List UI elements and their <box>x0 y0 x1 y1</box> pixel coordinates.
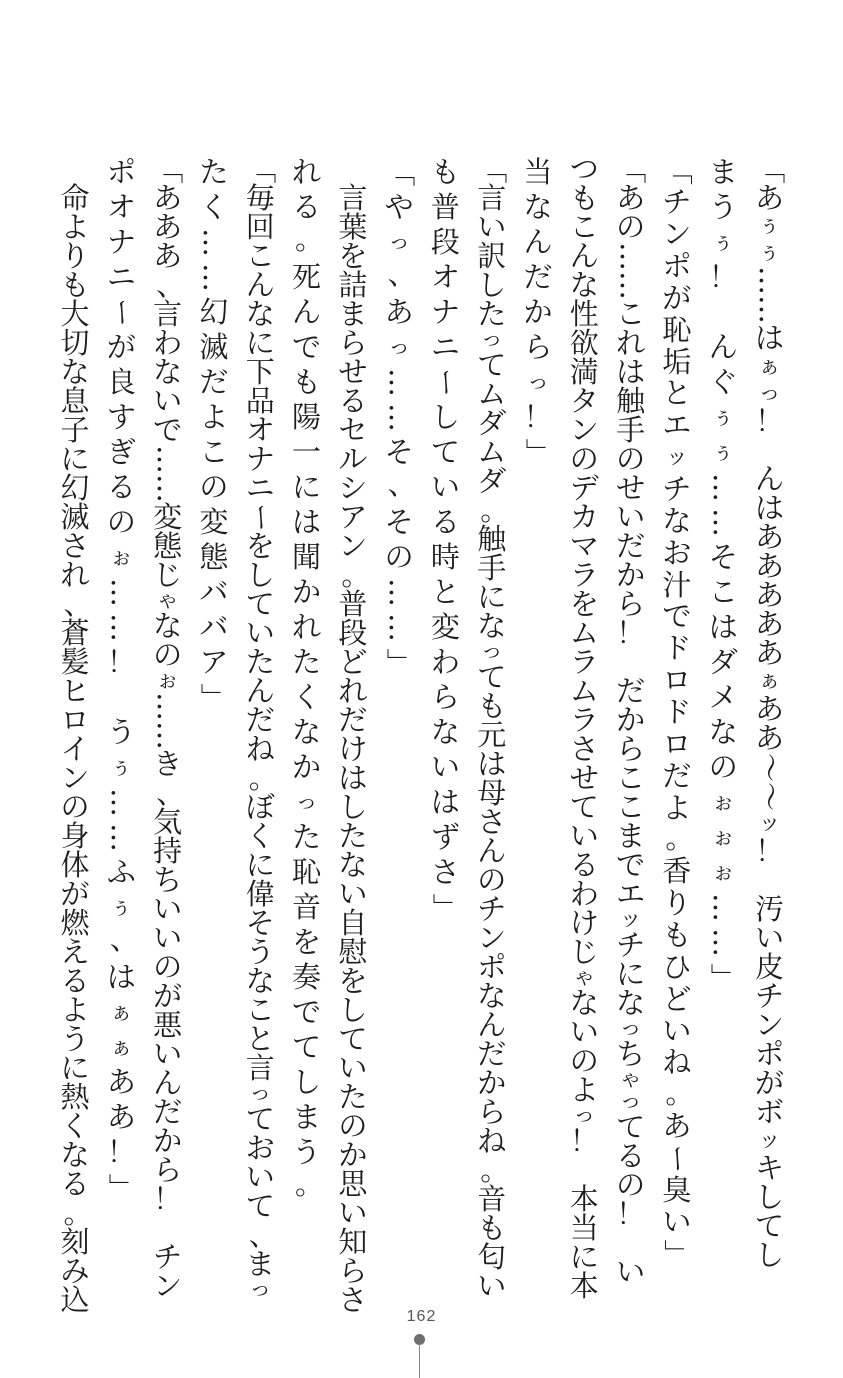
text-column: も 普 段 オ ナ ニ ー し て い る 時 と 変 わ ら な い は ず さ 」 <box>428 155 463 922</box>
text-column: つ も こ ん な 性 欲 満 タ ン の デ カ マ ラ を ム ラ ム ラ さ せ て い る わ け じ ゃ な い の よ っ ！ 本 当 に 本 <box>569 152 599 1303</box>
text-column: ポ オ ナ ニ ー が 良 す ぎ る の ぉ … … ！ う ぅ … … ふ ぅ 、 は ぁ ぁ あ あ ！ 」 <box>104 155 139 1202</box>
page-number-rule <box>419 1344 420 1378</box>
page-number: 162 <box>406 1308 437 1325</box>
text-column: 命 よ り も 大 切 な 息 子 に 幻 滅 さ れ 、 蒼 髪 ヒ ロ イ ン の 身 体 が 燃 え る よ う に 熱 く な る 。 刻 み 込 <box>60 181 93 1317</box>
text-column: た く … … 幻 滅 だ よ こ の 変 態 バ バ ア 」 <box>197 155 232 712</box>
text-column: ま う ぅ ！ ん ぐ ぅ ぅ … … そ こ は ダ メ な の ぉ ぉ ぉ … … 」 <box>706 155 741 992</box>
text-column: 「 言 い 訳 し た っ て ム ダ ム ダ 。 触 手 に な っ て も 元 は 母 さ ん の チ ン ポ な ん だ か ら ね 。 音 も 匂 い <box>475 154 510 1303</box>
text-column: 「 や っ 、 あ っ … … そ 、 そ の … … 」 <box>382 157 417 677</box>
text-column: れ る 。 死 ん で も 陽 一 に は 聞 か れ た く な か っ た 恥 音 を 奏 で て し ま う 。 <box>292 155 325 1201</box>
text-column: 「 あ の … … こ れ は 触 手 の せ い だ か ら ！ だ か ら こ こ ま で エ ッ チ に な っ ち ゃ っ て る の ！ い <box>614 154 649 1289</box>
text-column: 当 な ん だ か ら っ ！ 」 <box>521 155 556 467</box>
text-column: 言 葉 を 詰 ま ら せ る セ ル シ ア ン 。 普 段 ど れ だ け は し た な い 自 慰 を し て い た の か 思 い 知 ら さ <box>338 181 371 1317</box>
text-column: 「 チ ン ポ が 恥 垢 と エ ッ チ な お 汁 で ド ロ ド ロ だ よ 。 香 り も ひ ど い ね 。 あ ー 臭 い 」 <box>660 156 695 1269</box>
text-column: 「 あ ぅ ぅ … … は ぁ っ ！ ん は あ あ あ あ あ ぁ あ あ ～ ～ ッ ！ 汚 い 皮 チ ン ポ が ボ ッ キ し て し <box>753 154 787 1273</box>
text-column: 「 毎 回 こ ん な に 下 品 オ ナ ニ ー を し て い た ん だ ね 。 ぼ く に 偉 そ う な こ と 言 っ て お い て 、 ま っ <box>243 154 278 1302</box>
text-column: 「 あ あ あ 、 言 わ な い で … … 変 態 じ ゃ な の ぉ … … き 、 気 持 ち い い の が 悪 い ん だ か ら ！ チ ン <box>151 154 186 1303</box>
